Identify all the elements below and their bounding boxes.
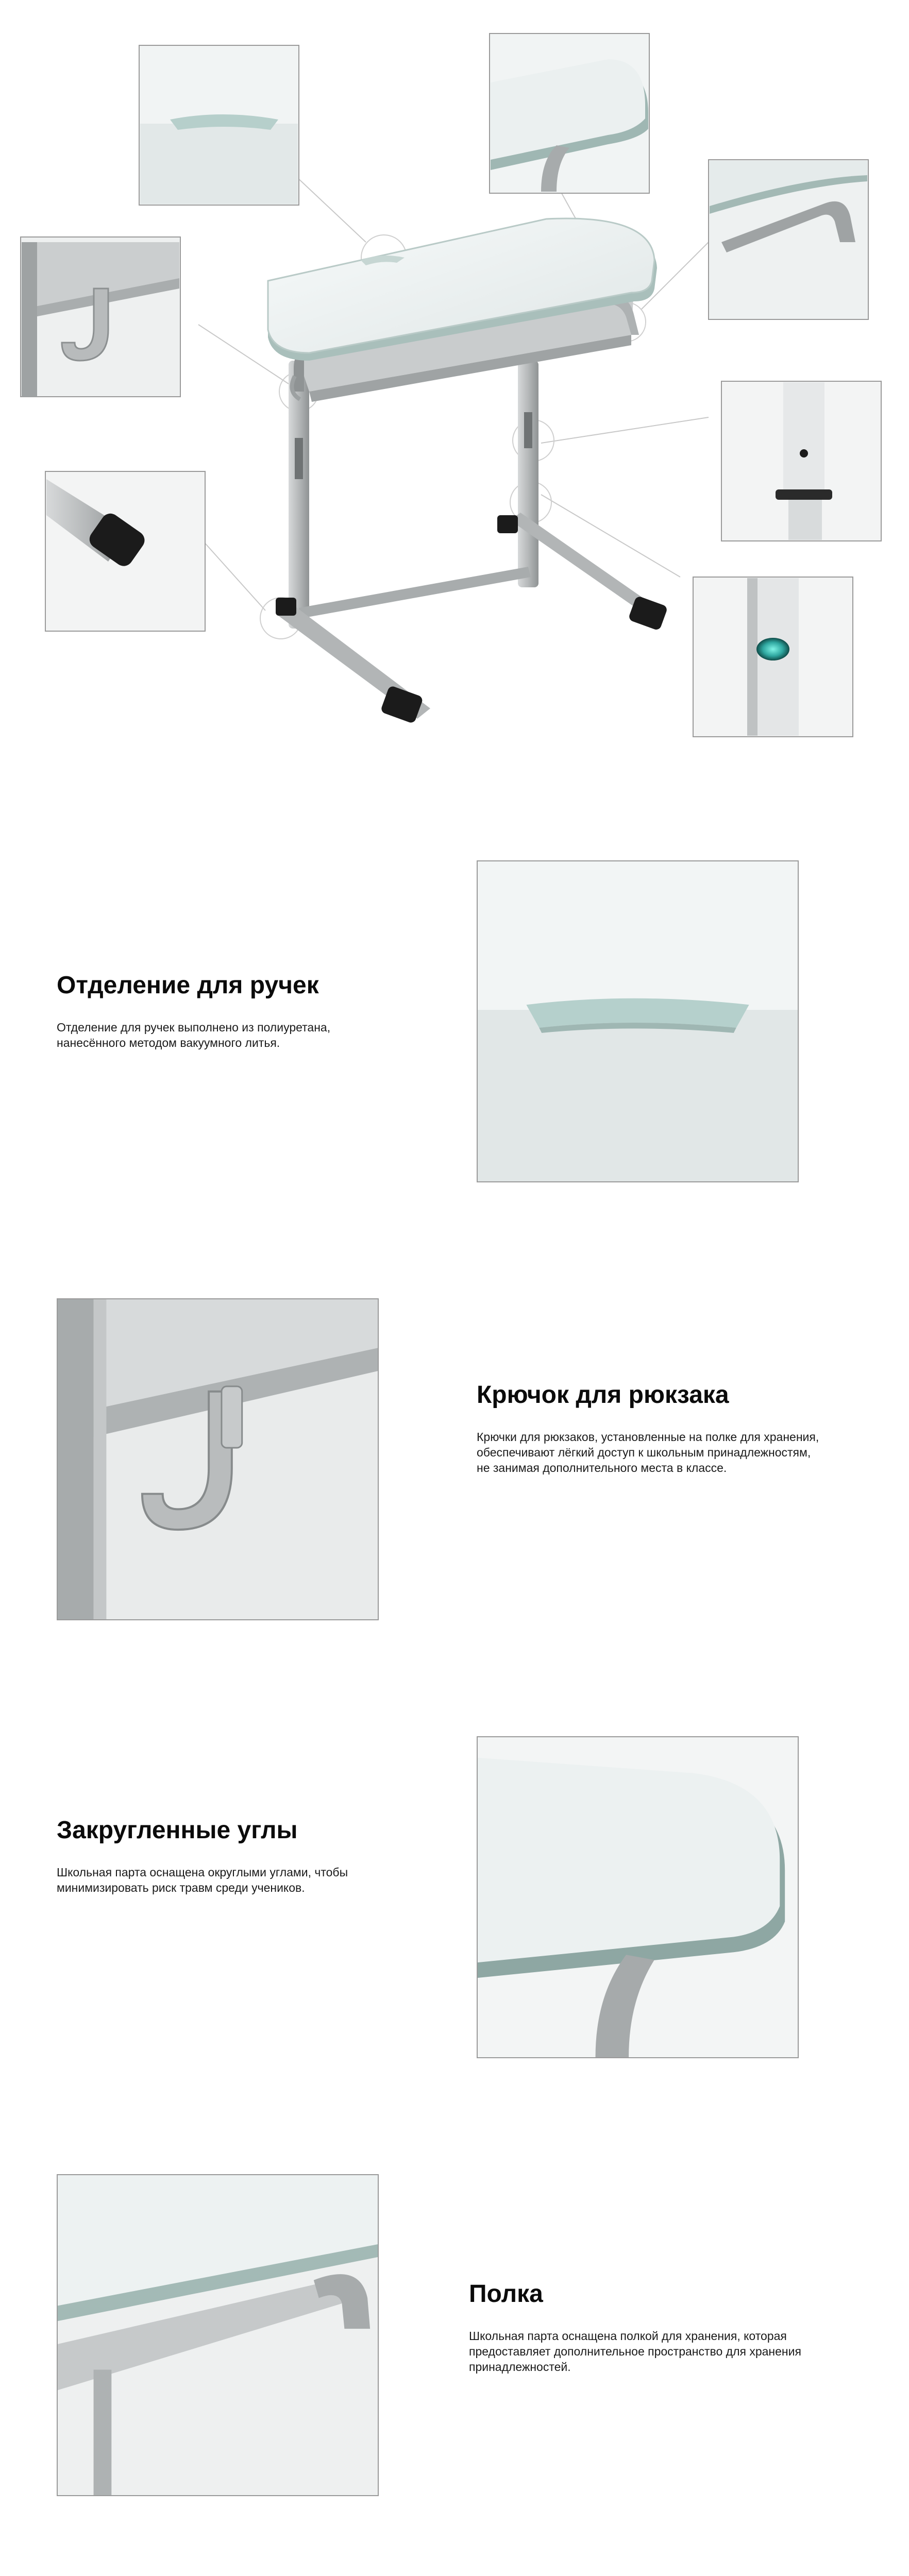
photo-rounded-corners (477, 1736, 799, 2058)
hero-desk-overview (0, 0, 909, 752)
thumb-color-marker (693, 577, 853, 737)
thumb-rounded-corner (490, 33, 649, 193)
thumb-pen-tray (139, 45, 299, 205)
photo-backpack-hook (57, 1298, 379, 1620)
feature-title: Отделение для ручек (57, 972, 319, 999)
photo-pen-tray (477, 860, 799, 1182)
feature-shelf (0, 2174, 909, 2504)
thumb-height-engraving (721, 381, 881, 541)
thumb-backpack-hook (21, 237, 180, 397)
feature-description: Школьная парта оснащена полкой для хранения, которая предоставляет дополнительное пространство для хранения принадлежностей. (469, 2329, 801, 2374)
thumb-shelf (709, 160, 868, 319)
feature-title: Закругленные углы (57, 1817, 298, 1844)
feature-description: Отделение для ручек выполнено из полиуретана, нанесённого методом вакуумного литья. (57, 1021, 331, 1050)
photo-shelf (57, 2174, 379, 2496)
feature-rounded-corners (0, 1736, 909, 2066)
desk-frame (276, 361, 668, 724)
feature-description: Школьная парта оснащена округлыми углами, чтобы минимизировать риск травм среди учеников. (57, 1866, 348, 1895)
feature-description: Крючки для рюкзаков, установленные на полке для хранения, обеспечивают лёгкий доступ к школьным принадлежностям, не занимая дополнительного места в классе. (477, 1430, 819, 1475)
feature-pen-tray (0, 860, 909, 1190)
desk-illustration (0, 0, 909, 752)
feature-backpack-hook (0, 1298, 909, 1628)
feature-title: Полка (469, 2280, 543, 2308)
thumb-plastic-foot (45, 471, 205, 631)
feature-title: Крючок для рюкзака (477, 1381, 729, 1409)
